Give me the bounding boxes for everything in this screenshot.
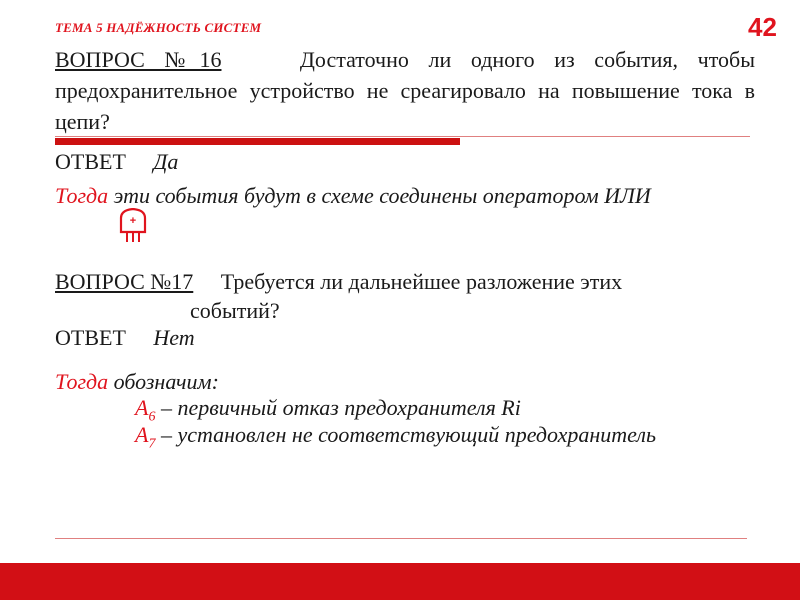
notation-item-a7 xyxy=(135,422,656,452)
notation-intro xyxy=(55,369,219,395)
notation-a7-sub: 7 xyxy=(148,436,156,452)
question-17-label: ВОПРОС №17 xyxy=(55,269,194,294)
question-17-text-line1: Требуется ли дальнейшее разложение этих xyxy=(220,269,623,294)
notation-a7-text: – установлен не соответствующий предохранитель xyxy=(160,422,656,447)
or-gate-icon xyxy=(118,208,148,244)
question-17-text-line2: событий? xyxy=(190,298,280,323)
notation-intro-text: обозначим: xyxy=(113,369,219,394)
accent-bar xyxy=(55,138,460,145)
conclusion-16-then: Тогда xyxy=(55,183,109,208)
question-17 xyxy=(55,268,622,296)
conclusion-16-text: эти события будут в схеме соединены оператором ИЛИ xyxy=(113,183,651,208)
answer-16-value: Да xyxy=(153,149,179,174)
notation-a6-text: – первичный отказ предохранителя Ri xyxy=(160,395,521,420)
bottom-divider-line xyxy=(55,538,747,539)
notation-item-a6 xyxy=(135,395,521,425)
answer-17 xyxy=(55,325,195,351)
topic-title: ТЕМА 5 НАДЁЖНОСТЬ СИСТЕМ xyxy=(55,20,262,35)
conclusion-16 xyxy=(55,180,755,212)
notation-a6-symbol: А xyxy=(135,395,149,420)
or-gate-symbol: + xyxy=(129,215,137,227)
answer-17-label: ОТВЕТ xyxy=(55,325,126,350)
question-16-label: ВОПРОС №16 xyxy=(55,47,222,72)
question-16 xyxy=(55,44,755,137)
answer-17-value: Нет xyxy=(153,325,195,350)
divider-line xyxy=(55,136,750,137)
question-16-text: Достаточно ли одного из события, чтобы предохранительное устройство не среагировало на повышение тока в цепи? xyxy=(55,47,756,134)
answer-16-label: ОТВЕТ xyxy=(55,149,126,174)
notation-a7-symbol: А xyxy=(135,422,149,447)
answer-16 xyxy=(55,149,178,175)
notation-a6-sub: 6 xyxy=(148,409,156,425)
footer-bar xyxy=(0,563,800,600)
page-number: 42 xyxy=(748,12,777,42)
notation-then: Тогда xyxy=(55,369,109,394)
